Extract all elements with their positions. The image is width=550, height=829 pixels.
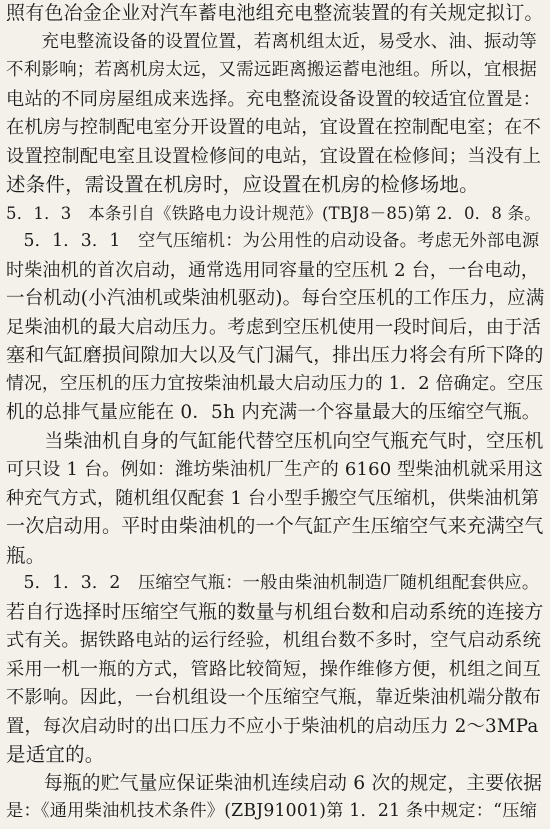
text-line: 电站的不同房屋组成来选择。充电整流设备设置的较适宜位置是： [6, 89, 542, 110]
text-line: 不影响。因此，一台机组设一个压缩空气瓶，靠近柴油机端分散布 [6, 687, 542, 708]
subsection-heading: 5．1．3．1 空气压缩机：为公用性的启动设备。考虑无外部电源 [6, 231, 540, 251]
text-line: 述条件，需设置在机房时，应设置在机房的检修场地。 [6, 173, 479, 196]
text-line: 足柴油机的最大启动压力。考虑到空压机使用一段时间后，由于活 [6, 317, 542, 338]
text-line: 情况，空压机的压力宜按柴油机最大启动压力的 1．2 倍确定。空压 [6, 374, 544, 394]
text-line: 塞和气缸磨损间隙加大以及气门漏气，排出压力将会有所下降的 [6, 344, 544, 366]
text-line: 是适宜的。 [6, 743, 105, 766]
text-line: 照有色冶金企业对汽车蓄电池组充电整流装置的有关规定拟订。 [6, 2, 544, 24]
text-line: 置，每次启动时的出口压力不应小于柴油机的启动压力 2～3MPa [6, 716, 539, 737]
text-line: 种充气方式，随机组仅配套 1 台小型手搬空气压缩机，供柴油机第 [6, 488, 540, 509]
text-line: 可只设 1 台。例如：潍坊柴油机厂生产的 6160 型柴油机就采用这 [6, 459, 543, 480]
text-line: 充电整流设备的设置位置，若离机组太近，易受水、油、振动等 [6, 32, 537, 52]
text-line: 每瓶的贮气量应保证柴油机连续启动 6 次的规定，主要依据 [6, 773, 543, 794]
text-line: 式有关。据铁路电站的运行经验，机组台数不多时，空气启动系统 [6, 630, 542, 651]
text-line: 瓶。 [6, 544, 46, 567]
text-line: 机的总排气量应能在 0．5h 内充满一个容量最大的压缩空气瓶。 [6, 402, 541, 423]
section-heading: 5．1．3 本条引自《铁路电力设计规范》(TBJ8－85)第 2．0．8 条。 [6, 204, 541, 223]
text-line: 若自行选择时压缩空气瓶的数量与机组台数和启动系统的连接方 [6, 601, 544, 623]
text-line: 一台机动(小汽油机或柴油机驱动)。每台空压机的工作压力，应满 [6, 288, 545, 309]
text-line: 时柴油机的首次启动，通常选用同容量的空压机 2 台，一台电动， [6, 260, 540, 281]
text-line: 是：《通用柴油机技术条件》(ZBJ91001)第 1．21 条中规定：“压缩 [6, 801, 538, 821]
text-line: 一次启动用。平时由柴油机的一个气缸产生压缩空气来充满空气 [6, 515, 544, 537]
text-line: 设置控制配电室且设置检修间的电站，宜设置在检修间；当没有上 [6, 146, 542, 167]
text-line: 采用一机一瓶的方式，管路比较简短，操作维修方便，机组之间互 [6, 659, 542, 680]
text-line: 当柴油机自身的气缸能代替空压机向空气瓶充气时，空压机 [6, 430, 544, 452]
subsection-heading: 5．1．3．2 压缩空气瓶：一般由柴油机制造厂随机组配套供应。 [6, 573, 540, 593]
text-line: 在机房与控制配电室分开设置的电站，宜设置在控制配电室；在不 [6, 117, 542, 138]
text-line: 不利影响；若离机房太远，又需远距离搬运蓄电池组。所以，宜根据 [6, 60, 537, 80]
